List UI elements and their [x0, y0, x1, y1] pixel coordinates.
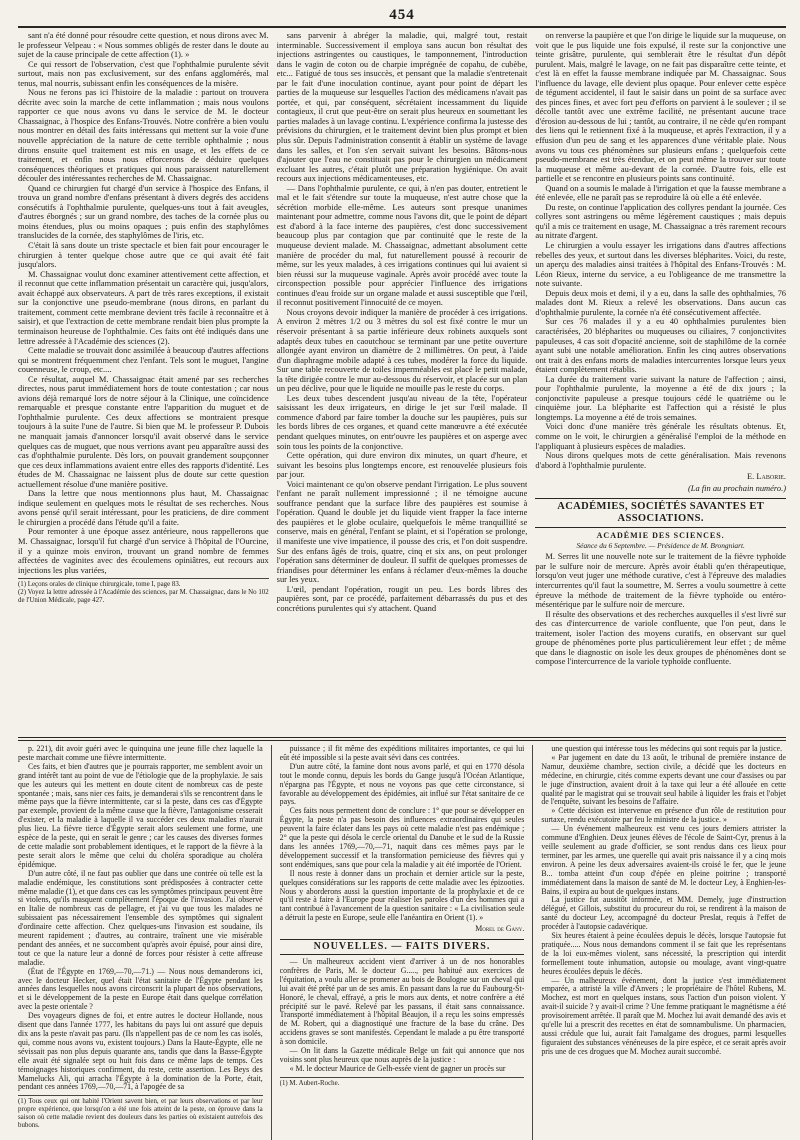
footnote: (1) M. Aubert-Roche.: [279, 1079, 340, 1087]
footnote: (1) Tous ceux qui ont habité l'Orient savent bien, et par leurs observations et par leur propre expérience, que lorsqu'on a été une fois atteint de la peste, on éprouve dans la saison où cette maladie revient des douleurs dans les parties où existaient autrefois des bubons.: [18, 1098, 263, 1130]
bottom-column-2: [280, 745, 525, 1140]
section-divider: [18, 737, 786, 741]
paragraph: Depuis deux mois et demi, il y a eu, dans la salle des ophthalmies, 76 malades dont M. Rieux a relevé les observations. Dans aucun cas d'ophthalmie purulente, la cornée n'a été consécutivement affectée.: [535, 287, 787, 317]
header-rule: [18, 26, 786, 28]
paragraph: C'était là sans doute un triste spectacle et bien fait pour encourager le chirurgien à tenter quelque chose autre que ce qui avait été fait jusqu'alors.: [18, 240, 269, 270]
top-column-2: [277, 31, 528, 735]
footnotes: [18, 1095, 263, 1130]
paragraph: puissance ; il fit même des expéditions militaires importantes, ce qui lui eût été impossible si la peste avait sévi dans ces contrées.: [279, 745, 525, 762]
section-heading: NOUVELLES. — FAITS DIVERS.: [280, 939, 525, 955]
bottom-section: [18, 745, 786, 1140]
top-column-3: [535, 31, 786, 735]
paragraph: M. Serres lit une nouvelle note sur le traitement de la fièvre typhoïde par le sulfure noir de mercure. Après avoir établi qu'en thérapeutique, lorsqu'on veut juger une méthode curative, c'est à l'épreuve des maladies intercurrentes qu'il faut la soumettre, M. Serres a voulu soumettre à cette épreuve la méthode de traitement de la fièvre typhoïde ou entéro-mésentérique par le sulfure noir de mercure.: [535, 551, 787, 610]
paragraph: Voici maintenant ce qu'on observe pendant l'irrigation. Le plus souvent l'enfant ne paraît nullement impressionné ; il ne témoigne aucune souffrance pendant que la surface libre des paupières est soumise à l'opération. Quand le double jet du liquide vient frapper la face interne des paupières et le globe oculaire, quelquefois le même tranquillité se conserve, mais en général, l'enfant se plaint, et si l'opération se prolonge, il manifeste une vive impatience, il pousse des cris, et l'on doit suspendre. Sur des enfans âgés de trois, quatre, cinq et six ans, on peut prolonger l'opération sans déterminer de douleur. Il suffit de quelques promesses de friandises pour déterminer les enfans à réclamer d'eux-mêmes la douche sur les yeux.: [276, 478, 528, 585]
paragraph: Ce résultat, auquel M. Chassaignac était amené par ses recherches directes, nous parut immédiatement hors de toute contestation ; car nous avions déjà remarqué lors de notre séjour à la Clinique, une coïncidence remarquable et presque constante entre l'apparition du muguet et de l'ophthalmie purulente. Ces deux affections se montraient presque toujours à la suite l'une de l'autre. Si bien que M. le professeur P. Dubois ne manquait jamais d'annoncer lorsqu'il avait observé dans le service quelques cas de muguet, que nous verrions avant peu apparaître aussi des cas d'ophthalmie purulente. Dès lors, on pouvait grandement soupçonner que ces deux inflammations avaient entre elles des rapports d'identité. Les études de M. Chassaignac ne laissent plus de doute sur cette question actuellement résolue d'une manière positive.: [18, 373, 269, 489]
column-rule: [532, 745, 533, 1140]
paragraph: Nous dirons quelques mots de cette généralisation. Mais revenons d'abord à l'ophthalmie purulente.: [535, 450, 787, 470]
paragraph: Dans la lettre que nous mentionnons plus haut, M. Chassaignac indique seulement en quelques mots le résultat de ses recherches. Nous avons pensé qu'il serait intéressant, pour les praticiens, de dire comment le chirurgien a procédé dans l'étude qu'il a faite.: [18, 488, 269, 527]
footnotes: [280, 1077, 525, 1088]
paragraph: Ce qui ressort de l'observation, c'est que l'ophthalmie purulente sévit surtout, mais non pas exclusivement, sur des enfans agglomérés, mal tenus, mal nourris, subissant enfin les conséquences de la misère.: [18, 58, 269, 88]
paragraph: Il résulte des observations et des recherches auxquelles il s'est livré sur des cas d'intercurrence de variole confluente, que l'on peut, dans le traitement, isoler l'action des moyens curatifs, en observant sur quel groupe de phénomènes porte plus particulièrement leur effet ; de même que dans le diagnostic on isole les deux groupes de phénomènes dont se compose l'intercurrence de la variole typhoïde confluente.: [535, 608, 787, 667]
paragraph: Nous croyons devoir indiquer la manière de procéder à ces irrigations. A environ 2 mètres 1/2 ou 3 mètres du sol est fixé contre le mur un réservoir présentant à sa partie inférieure deux robinets auxquels sont adaptés deux tubes en caoutchouc se terminant par une petite ouverture allongée ayant environ un diamètre de 2 millimètres. On peut, à l'aide d'un diaphragme mobile adapté à ces tubes, modérer la force du liquide. Sur une table recouverte de toiles imperméables est placé le petit malade, la tête dirigée contre le mur au-dessous du réservoir, et placée sur un plan un peu déclive, pour que le liquide ne mouille pas le reste du corps.: [276, 306, 528, 394]
author-signature: E. Laborie.: [747, 471, 787, 482]
paragraph: Du reste, on continue l'application des collyres pendant la journée. Ces collyres sont astringens ou même légèrement caustiques ; mais depuis qu'il a mis ce traitement en usage, M. Chassaignac a très rarement recours au nitrate d'argent.: [535, 201, 787, 241]
paragraph: Les deux tubes descendent jusqu'au niveau de la tête, l'opérateur saisissant les deux irrigateurs, en dirige le jet sur l'œil malade. Il commence d'abord par faire tomber la douche sur les paupières, puis sur les bords libres de ces organes, et quand cette manœuvre a été exécutée pendant quelques minutes, on entr'ouvre les paupières et on asperge avec soin tous les points de la conjonctive.: [276, 392, 528, 451]
top-section: [18, 31, 786, 735]
paragraph: D'un autre côté, il ne faut pas oublier que dans une contrée où telle est la maladie endémique, les constitutions sont prédisposées à contracter cette même maladie (1), et que dans ces cas les symptômes principaux peuvent être si violens, qu'ils masquent complètement l'époque de l'invasion. J'ai observé en Italie de nombreux cas de pellagre, et j'ai vu que tous les malades ne subissaient pas nécessairement l'ensemble des symptômes qui signalent d'ordinaire cette affection. Chez quelques-uns l'invasion est soudaine, ils meurent rapidement ; d'autres, au contraire, traînent une vie misérable pendant des années, et ne succombent qu'après avoir épuisé, pour ainsi dire, tout ce que la nature leur a donné de forces pour résister à cette affreuse maladie.: [18, 868, 263, 967]
paragraph: « Par jugement en date du 13 août, le tribunal de première instance de Namur, deuxième chambre, section civile, a décidé que les docteurs en médecine, en chirurgie, cités comme experts devant une cour d'assises ou par le juge d'instruction, avaient droit à la taxe qui leur a été allouée en cette qualité par le magistrat qui se trouvait seul habile à liquider les frais et l'objet de l'enquête, suivant les besoins de l'affaire.: [541, 752, 787, 807]
paragraph: Quand ce chirurgien fut chargé d'un service à l'hospice des Enfans, il trouva un grand nombre d'enfans présentant à divers degrés des accidens consécutifs à l'ophthalmie purulente, quelques-uns tout à fait aveugles, d'autres éborgnés ; sur un grand nombre, des taches de la cornée plus ou moins étendues, plus ou moins opaques ; puis enfin des staphylômes translucides de la cornée, des staphylômes de l'iris, etc.: [18, 182, 269, 241]
paragraph: Ces faits, et bien d'autres que je pourrais rapporter, me semblent avoir un grand intérêt tant au point de vue de l'étiologie que de la prophylaxie. Je sais que les auteurs qui les mettent en doute citent de nombreux cas de peste spontanée ; mais, sans nier ces faits, je demanderai s'ils se rencontrent dans le même pays que la fièvre intermittente, car si la peste, dans ces cas d'Égypte par exemple, provient de la même cause que la fièvre, l'antagonisme cesserait d'exister, et la maladie à laquelle il va succéder ces deux maladies n'aurait plus lieu. La fièvre tierce d'Égypte serait alors seulement une forme, une espèce de la peste, qui en serait le genre ; car les causes des diverses formes de cette maladie sont probablement identiques, et le rapport de la fièvre à la peste serait alors le même que celui du choléra sporadique au choléra épidémique.: [18, 761, 263, 869]
paragraph: L'œil, pendant l'opération, rougit un peu. Les bords libres des paupières sont, par ce procédé, parfaitement débarrassés du pus et des concrétions purulentes qui s'y attachent. Quand: [276, 583, 528, 613]
continued-note: (La fin au prochain numéro.): [687, 482, 787, 493]
footnote: (2) Voyez la lettre adressée à l'Académie des sciences, par M. Chassaignac, dans le No 102 de l'Union Médicale, page 427.: [18, 589, 269, 605]
subsection-heading: ACADÉMIE DES SCIENCES.: [596, 531, 725, 541]
top-column-1: [18, 31, 269, 735]
footnotes: [18, 578, 269, 605]
paragraph: — On lit dans la Gazette médicale Belge un fait qui annonce que nos voisins sont plus heureux que nous auprès de la justice :: [279, 1046, 525, 1064]
paragraph: Quand on a soumis le malade à l'irrigation et que la fausse membrane a été enlevée, elle ne paraît pas se reproduire là où elle a été enlevée.: [535, 182, 787, 203]
paragraph: (État de l'Égypte en 1769,—70,—71.) — Nous nous demanderons ici, avec le docteur Hecker, quel était l'état sanitaire de l'Égypte pendant les années dans lesquelles nous avons circonscrit la plupart de nos observations, et si le développement de la peste en Europe était dans quelque corrélation avec la peste orientale ?: [18, 966, 263, 1012]
paragraph: Des voyageurs dignes de foi, et entre autres le docteur Hollande, nous disent que dans l'année 1777, les habitans du pays lui ont assuré que depuis dix ans la peste n'avait pas paru. (Ils n'appellent pas de ce nom les cas isolés, qui, comme nous avons vu, existent toujours.) Dans la Haute-Égypte, elle ne sévissait pas non plus depuis quarante ans, tandis que dans la Basse-Égypte elle avait été signalée sept ou huit fois dans ce même laps de temps. Ces témoignages historiques confirment, du reste, cette assertion. Les Beys des Mamelucks Ali, qui arracha l'Égypte à la domination de la Porte, était, pendant ces années 1769,—70,—71, à l'apogée de sa: [18, 1011, 263, 1092]
paragraph: La justice fut aussitôt informée, et MM. Demely, juge d'instruction délégué, et Gillois, substitut du procureur du roi, se rendirent à la maison de santé du docteur Ley, accompagné du docteur Preslat, requis à l'effet de procéder à l'autopsie cadavérique.: [541, 895, 787, 932]
paragraph: Sur ces 76 malades il y a eu 40 ophthalmies purulentes bien caractérisées, 20 blépharites ou muqueuses ou ciliaires, 7 conjonctivites papuleuses, 4 cas soit d'opacité ancienne, soit de staphilôme de la cornée ayant subi une notable amélioration. Enfin les cinq autres observations ont trait à des enfans morts de maladies intercurrentes lorsque leurs yeux étaient complètement rétablis.: [535, 316, 787, 375]
bottom-column-3: [541, 745, 786, 1140]
paragraph: Pour remonter à une époque assez antérieure, nous rappellerons que M. Chassaignac, lorsqu'il fut chargé d'un service à l'hôpital de l'Ourcine, il y a quinze mois environ, trouvant un grand nombre de femmes affectées de vaginites avec des écoulemens opiniâtres, eut recours aux injections les plus variées,: [18, 526, 269, 575]
page-number: 454: [389, 7, 415, 23]
bottom-column-1: [18, 745, 263, 1140]
paragraph: Ces faits nous permettent donc de conclure : 1° que pour se développer en Égypte, la peste n'a pas besoin des influences extraordinaires qui seules peuvent la faire éclater dans les pays où cette maladie n'est pas endémique ; 2° que la peste qui désola le cercle oriental du Danube et le sud de la Russie dans les années 1769,—70,—71, naquit dans ces mêmes pays par le développement successif et la transformation pernicieuse des fièvres qui y sont endémiques, sans que pour cela la maladie y ait été importée de l'Orient.: [279, 806, 525, 869]
paragraph: Six heures étaient à peine écoulées depuis le décès, lorsque l'autopsie fut pratiquée..... Nous nous demandons comment il se fait que les représentans de la loi eux-mêmes violent, sans nécessité, la prescription qui interdit formellement toute inhumation, autopsie ou moulage, avant vingt-quatre heures écoulées depuis le décès.: [541, 931, 787, 976]
paragraph: Cette maladie se trouvait donc assimilée à beaucoup d'autres affections qui se montrent fréquemment chez l'enfant. Tels sont le muguet, l'angine couenneuse, le croup, etc....: [18, 345, 269, 375]
paragraph: Le chirurgien a voulu essayer les irrigations dans d'autres affections rebelles des yeux, et surtout dans les diverses blépharites. Voici, du reste, un aperçu des maladies ainsi traitées à l'hôpital des Enfans-Trouvés : M. Léon Rieux, interne du service, a eu l'obligeance de me transmettre la note suivante.: [535, 240, 787, 289]
paragraph: — Dans l'ophthalmie purulente, ce qui, à n'en pas douter, entretient le mal et le fait s'étendre sur toute la muqueuse, n'est autre chose que la sécrétion morbide elle-même. Les auteurs sont presque unanimes maintenant pour admettre, comme nous l'avons dit, que le point de départ est d'abord à la face interne des paupières, c'est donc successivement beaucoup plus par contagion que par continuité que le reste de la muqueuse devient malade. M. Chassaignac, admettant absolument cette manière de procéder du mal, fut naturellement poussé à recourir de même, sur les yeux malades, à ces irrigations continues qui lui avaient si bien réussi sur la muqueuse vaginale. Après avoir procédé avec toute la circonspection possible pour apprécier l'influence des irrigations continues d'eau froide sur un organe malade et aussi susceptible que l'œil, il reconnut positivement l'innocuité de ce moyen.: [276, 182, 528, 308]
section-heading: ACADÉMIES, SOCIÉTÉS SAVANTES ET ASSOCIATIONS.: [535, 498, 786, 528]
paragraph: D'un autre côté, la famine dont nous avons parlé, et qui en 1770 désola tout le monde connu, depuis les bords du Gange jusqu'à l'Océan Atlantique, n'épargna pas l'Égypte, et nous ne voyons pas que cette circonstance, si favorable au développement des épidémies, ait influé sur l'état sanitaire de ce pays.: [279, 761, 525, 807]
paragraph: p. 221), dit avoir guéri avec le quinquina une jeune fille chez laquelle la peste marchait comme une fièvre intermittente.: [18, 745, 263, 762]
paragraph: » Cette décision est intervenue en présence d'un rôle de restitution pour surtaxe, rendu exécutoire par feu le ministre de la justice. »: [541, 806, 787, 825]
paragraph: « M. le docteur Maurice de Gelh-essée vient de gagner un procès sur: [289, 1063, 506, 1073]
paragraph: une question qui intéresse tous les médecins qui sont requis par la justice.: [551, 745, 783, 753]
paragraph: Il nous reste à donner dans un prochain et dernier article sur la peste, quelques considérations sur les rapports de cette maladie avec les épizooties. Nous y aborderons aussi la question importante de la prophylaxie et de ce qu'il reste à faire à l'Europe pour réaliser les paroles d'un des hommes qui a tant contribué à l'avancement de la question sanitaire : « La civilisation seule a détruit la peste en Europe, seule elle l'anéantira en Orient (1). »: [279, 868, 525, 923]
paragraph: sant n'a été donné pour résoudre cette question, et nous dirons avec M. le professeur Velpeau : « Nous sommes obligés de rester dans le doute au sujet de la cause principale de cette affection (1). »: [18, 31, 269, 60]
session-info: Séance du 6 Septembre. — Présidence de M. Brongniart.: [576, 540, 745, 550]
paragraph: — Un événement malheureux est venu ces jours derniers attrister la commune d'Enghien. Deux jeunes élèves de l'école de Saint-Cyr, prenus à la veille seulement au grade d'officier, se sont rendus dans ces lieux pour terminer, par les armes, une querelle qui avait pris naissance il y a cinq mois environ. A peine les deux adversaires avaient-ils croisé le fer, que le jeune B... tomba atteint d'un coup d'épée en pleine poitrine ; transporté immédiatement dans la maison de santé de M. le docteur Ley, à Enghien-les-Bains, il expira au bout de quelques instans.: [541, 824, 787, 896]
author-signature: Morel de Gany.: [475, 924, 525, 934]
column-rule: [271, 745, 272, 1140]
paragraph: — Un malheureux événement, dont la justice s'est immédiatement emparée, a attristé la ville d'Anvers ; le propriétaire de l'hôtel Rubens, M. Mochez, est mort en quelques instans, sous l'action d'un poison violent. Y avait-il suicide ? y avait-il crime ? Une femme pratiquant le magnétisme a été provisoirement arrêtée. Il paraît que M. Mochez lui avait demandé des avis et qu'elle lui a prescrit des recettes en état de somnambulisme. Un pharmacien, aussi crédule que lui, aurait fait l'amalgame des drogues, parmi lesquelles figuraient des substances vénéneuses de la pire espèce, et ce serait après avoir pris une de ces drogues que M. Mochez aurait succombé.: [541, 975, 787, 1056]
paragraph: Nous ne ferons pas ici l'histoire de la maladie : partout on trouvera décrite avec soin la marche de cette inflammation ; mais nous voulons rapporter ce que nous avons vu dans le service de M. le docteur Chassaignac, à l'hospice des Enfans-Trouvés. Notre confrère a bien voulu nous montrer en détail des faits intéressans qui mettent sur la voie d'une nouvelle appréciation de la nature de cette terrible ophthalmie ; nous dirons ensuite quel traitement est mis en usage, et les effets de ce traitement, et enfin nous nous efforcerons de déduire quelques conséquences théoriques et pratiques qui nous paraissent naturellement découler des intéressantes recherches de M. Chassaignac.: [18, 87, 269, 184]
footnote: (1) Leçons orales de clinique chirurgicale, tome I, page 83.: [18, 581, 181, 589]
paragraph: — Un malheureux accident vient d'arriver à un de nos honorables confrères de Paris, M. le docteur G....., peu habitué aux exercices de l'équitation, a voulu aller se promener au bois de Boulogne sur un cheval qui lui avait été prêté par un de ses amis. En passant dans la rue du Faubourg-St-Honoré, le cheval, effrayé, a pris le mors aux dents, et notre confrère a été précipité sur le pavé. Relevé par les passans, il était sans connaissance. Transporté immédiatement à l'hôpital Beaujon, il a reçu les soins empressés de M. Robert, qui a diagnostiqué une fracture de la base du crâne. Des accidens graves se sont manifestés. Cependant le malade a pu être transporté à son domicile.: [279, 957, 525, 1047]
paragraph: La durée du traitement varie suivant la nature de l'affection ; ainsi, pour l'ophthalmie purulente, la moyenne a été de dix jours ; la conjonctivite papuleuse a presque toujours cédé le quatrième ou le cinquième jour. La blépharite est l'affection qui a résisté le plus longtemps. La moyenne a été de trois semaines.: [535, 373, 787, 422]
paragraph: Voici donc d'une manière très générale les résultats obtenus. Et, comme on le voit, le chirurgien a généralisé l'emploi de la méthode en l'appliquant à plusieurs espèces de maladies.: [535, 421, 787, 451]
paragraph: Cette opération, qui dure environ dix minutes, un quart d'heure, et suivant les besoins plus longtemps encore, est renouvelée plusieurs fois par jour.: [276, 450, 528, 480]
paragraph: on renverse la paupière et que l'on dirige le liquide sur la muqueuse, on voit que le pus liquide une fois expulsé, il reste sur la conjonctive une teinte grisâtre, purulente, qui semblerait être le résultat d'un dépôt purulent. Mais, malgré le lavage, on ne fait pas disparaître cette teinte, et c'est là en effet la fausse membrane indiquée par M. Chassaignac. Sous l'influence du lavage, elle devient plus opaque. Pour enlever cette espèce de tégument accidentel, il faut le saisir dans un point de sa surface avec des pinces fines, et avec fort peu d'efforts on parvient à le soulever ; il se décolle tantôt avec une extrême facilité, ne présentant aucune trace d'érosion au-dessous de lui ; tantôt, au contraire, il ne cède qu'en rompant des liens qui le retiennent fixé à la muqueuse, et après l'extraction, il y a effusion d'un peu de sang et les apparences d'une véritable plaie. Nous avons vu tous ces phénomènes sur plusieurs enfans ; quelquefois cette pseudo-membrane est très étendue, et on peut même la trouver sur toute la muqueuse et même au-devant de la cornée. D'autre fois, elle est partielle et se rencontre en plusieurs points sans continuité.: [535, 31, 787, 184]
paragraph: M. Chassaignac voulut donc examiner attentivement cette affection, et il reconnut que cette inflammation présentait un caractère qui, jusqu'alors, avait échappé aux observateurs. A part de très rares exceptions, il existait sur la conjonctive une pseudo-membrane (nous dirons, en parlant du traitement, comment cette membrane devient très facile à reconnaître et à saisir), et que l'extraction de cette membrane rendait bien plus prompte la terminaison heureuse de l'ophthalmie. Ces faits ont été indiqués dans une lettre adressée à l'Académie des sciences (2).: [18, 268, 269, 346]
paragraph: sans parvenir à abréger la maladie, qui, malgré tout, restait interminable. Successivement il employa sans aucun bon résultat des injections astringentes ou caustiques, le tamponnement, l'introduction dans le vagin de coton ou de charpie imprégnée de copahu, de cubèbe, etc... Fatigué de tous ses insuccès, et pensant que la maladie s'entretenait par le fait d'une inoculation continue, ayant pour point de départ les parties de la muqueuse sur lesquelles l'action des médicamens n'avait pas portée, et qui, par conséquent, sécrétaient incessamment du liquide contagieux, il crut que peut-être on serait plus heureux en soumettant les parties malades à un lavage continu. L'expérience confirma la justesse des prévisions du chirurgien, et le traitement devint bien plus prompt et bien plus sûr. Depuis l'administration consentit à établir un système de lavage dans les salles, et l'on s'en servait suivant les besoins. Bâtons-nous d'ajouter que l'eau ne constituait pas pour le chirurgien un médicament excluant les autres, c'était plutôt une préparation hygiénique. On avait recours aux injections médicamenteuses, etc.: [276, 31, 528, 184]
